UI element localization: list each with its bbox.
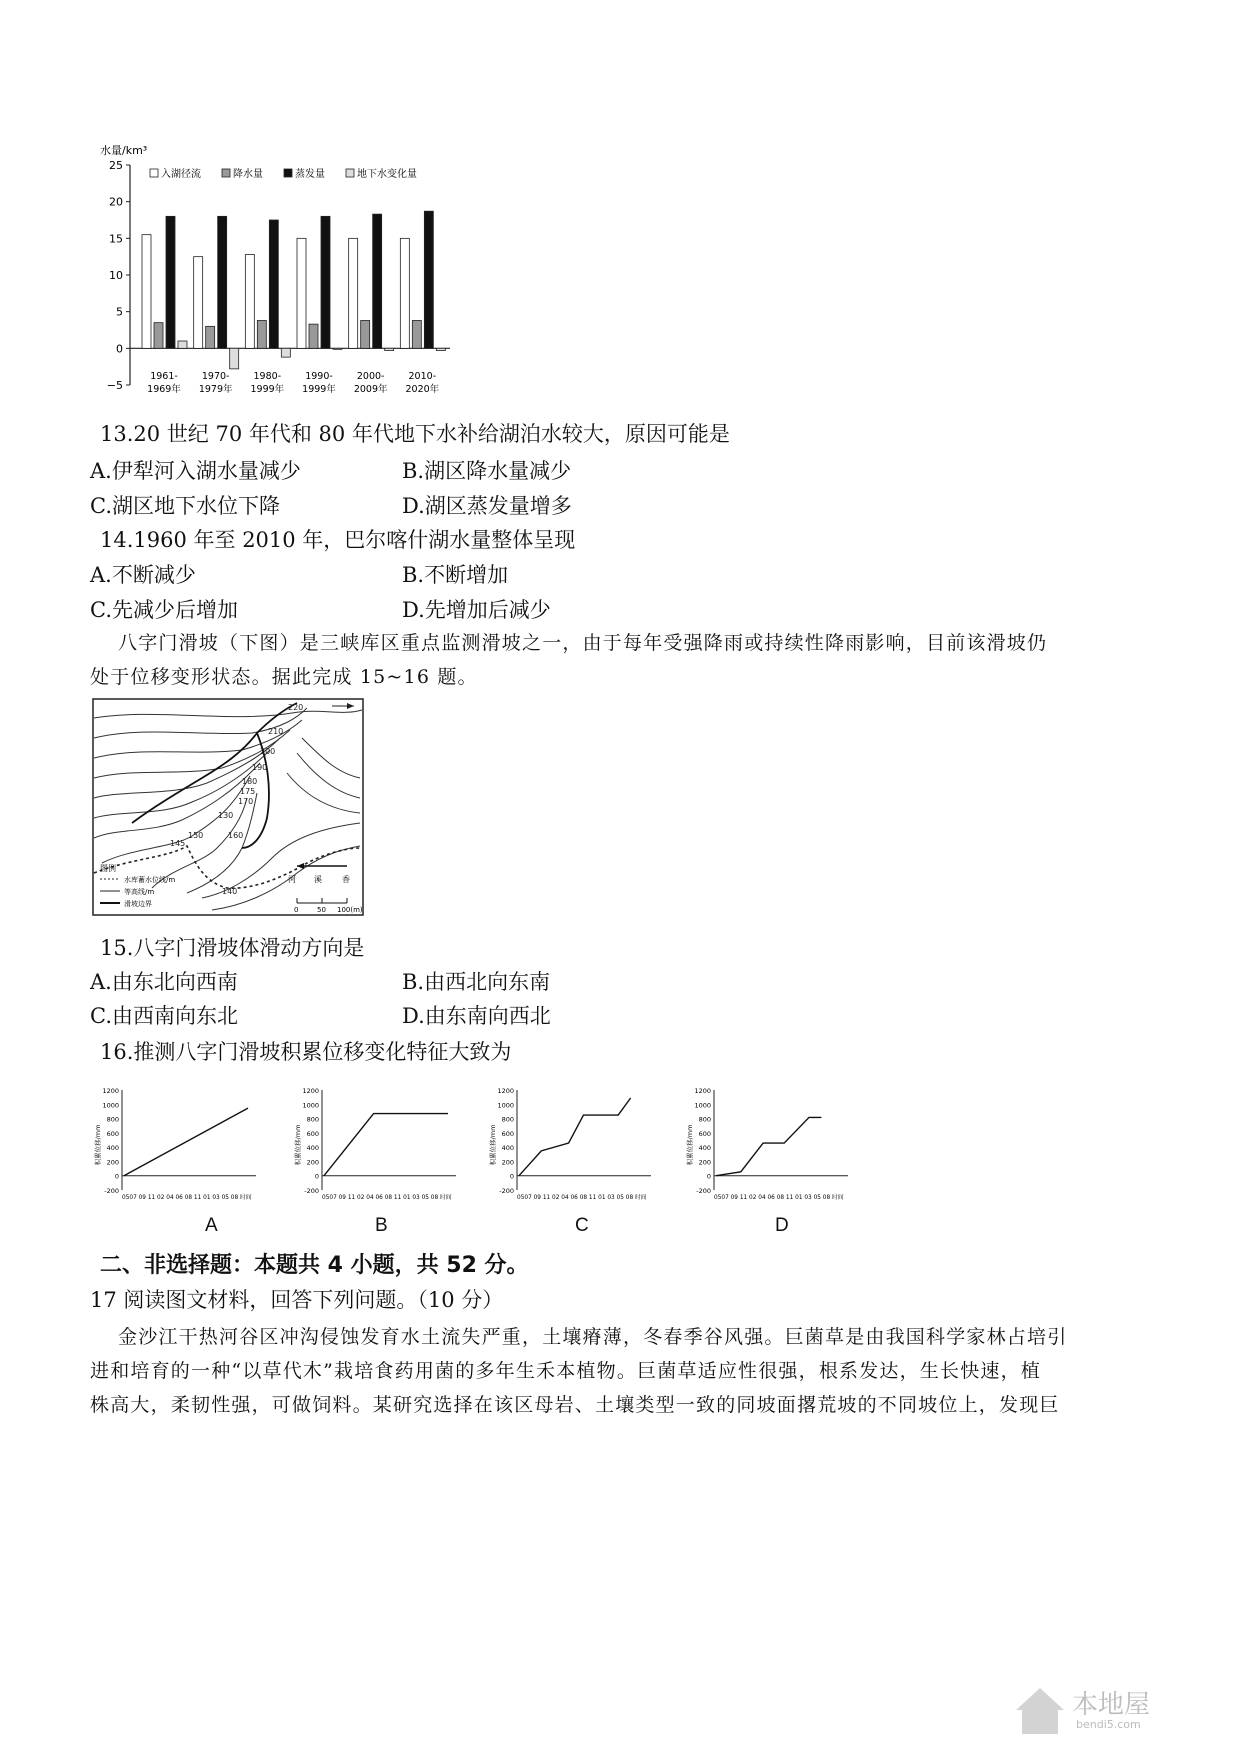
mini-y-tick-label: 1200 [102,1087,119,1095]
bar-3-1 [166,216,175,348]
svg-text:140: 140 [222,887,238,896]
mini-y-tick-label: -200 [304,1187,319,1195]
mini-y-label: 积累位移/mm [686,1124,694,1166]
svg-text:150: 150 [188,831,204,840]
q17-para-line-2: 进和培育的一种“以草代木”栽培食药用菌的多年生禾本植物。巨菌草适应性很强，根系发达，生长快速，植 [90,1360,1042,1382]
q13-option-b[interactable]: B.湖区降水量减少 [402,459,572,483]
mini-x-label: 0507 09 11 02 04 06 08 11 01 03 05 08 时间 [517,1195,647,1201]
y-tick-label: 25 [109,159,123,172]
legend-label: 入湖径流 [161,169,201,180]
mini-x-label: 0507 09 11 02 04 06 08 11 01 03 05 08 时间 [322,1195,452,1201]
q14-option-a[interactable]: A.不断减少 [90,563,196,587]
q17-para-line-1: 金沙江干热河谷区冲沟侵蚀发育水土流失严重，土壤瘠薄，冬春季谷风强。巨菌草是由我国科学家林占培引 [118,1326,1068,1348]
svg-text:滑坡边界: 滑坡边界 [124,900,152,908]
mini-y-tick-label: 1200 [302,1087,319,1095]
q13-option-a[interactable]: A.伊犁河入湖水量减少 [90,459,301,483]
y-tick-label: 15 [109,232,123,246]
mini-y-tick-label: 800 [106,1115,119,1124]
svg-text:溪: 溪 [314,875,322,884]
mini-y-tick-label: 1000 [302,1101,319,1110]
chart-legend [150,167,417,180]
x-tick-label-bottom: 1999年 [302,384,336,395]
svg-text:水库蓄水位线/m: 水库蓄水位线/m [124,876,176,884]
x-tick-label-top: 1970- [201,371,230,382]
x-tick-label-bottom: 1979年 [198,384,233,395]
y-tick-label: 10 [109,269,123,282]
bar-2-6 [412,320,421,348]
bar-1-5 [349,238,358,348]
mini-y-tick-label: 600 [698,1129,711,1138]
x-tick-label-bottom: 2009年 [353,384,388,395]
legend-label: 地下水变化量 [357,169,417,180]
q14-option-d[interactable]: D.先增加后减少 [402,598,551,622]
svg-text:190: 190 [252,763,268,772]
svg-text:170: 170 [238,797,254,806]
bar-4-1 [178,341,187,348]
mini-x-label: 0507 09 11 02 04 06 08 11 01 03 05 08 时间 [714,1195,844,1201]
x-tick-label-top: 1980- [253,371,282,382]
bar-2-1 [154,323,163,349]
mini-line-c [519,1098,631,1176]
mini-y-tick-label: -200 [104,1187,119,1195]
q15-option-d[interactable]: D.由东南向西北 [402,1004,551,1028]
mini-y-label: 积累位移/mm [294,1124,302,1166]
mini-y-tick-label: 0 [114,1172,119,1181]
bar-3-5 [373,214,382,348]
mini-y-tick-label: 800 [698,1115,711,1124]
q17-stem: 17 阅读图文材料，回答下列问题。（10 分） [90,1288,504,1312]
q16-stem: 16.推测八字门滑坡积累位移变化特征大致为 [100,1040,512,1064]
bar-1-1 [142,235,151,349]
svg-text:200: 200 [260,747,276,756]
chart-label-a[interactable]: A [205,1215,218,1236]
x-tick-label-bottom: 1999年 [250,384,285,395]
svg-text:河: 河 [288,875,296,884]
house-logo-icon [1010,1680,1070,1740]
svg-text:220: 220 [288,703,304,712]
mini-y-tick-label: 600 [501,1129,514,1138]
bar-1-4 [297,238,306,348]
mini-y-tick-label: 800 [306,1115,319,1124]
svg-text:0: 0 [294,906,299,914]
displacement-charts [88,1072,858,1212]
y-tick-label: 5 [116,305,123,319]
bar-1-2 [194,257,203,349]
svg-text:等高线/m: 等高线/m [124,888,155,896]
mini-y-tick-label: 0 [706,1172,711,1181]
bar-1-3 [245,254,254,348]
mini-line-b [324,1114,448,1176]
svg-text:145: 145 [170,839,186,848]
q14-stem: 14.1960 年至 2010 年，巴尔喀什湖水量整体呈现 [100,528,576,552]
svg-text:图例: 图例 [100,864,116,873]
mini-line-d [716,1117,821,1175]
intro-line-1: 八字门滑坡（下图）是三峡库区重点监测滑坡之一，由于每年受强降雨或持续性降雨影响，目前该滑坡仍 [118,632,1048,654]
bar-3-2 [218,216,227,348]
svg-text:香: 香 [342,875,350,884]
bar-2-5 [361,320,370,348]
y-tick-label: −5 [106,379,123,392]
section2-title: 二、非选择题：本题共 4 小题，共 52 分。 [100,1253,529,1278]
mini-y-tick-label: 200 [501,1158,514,1167]
mini-chart-b [293,1087,456,1201]
legend-swatch [150,169,158,177]
svg-text:100(m): 100(m) [337,906,363,914]
q15-stem: 15.八字门滑坡体滑动方向是 [100,936,365,960]
legend-label: 蒸发量 [295,169,325,180]
mini-y-tick-label: 600 [106,1129,119,1138]
intro-line-2: 处于位移变形状态。据此完成 15~16 题。 [90,666,478,688]
bar-3-4 [321,216,330,348]
mini-line-a [124,1108,248,1176]
mini-y-label: 积累位移/mm [489,1124,497,1166]
legend-swatch [222,169,230,177]
mini-y-tick-label: 1000 [694,1101,711,1110]
mini-chart-c [488,1087,651,1201]
svg-text:180: 180 [242,777,258,786]
mini-y-tick-label: 1000 [102,1101,119,1110]
q15-option-c[interactable]: C.由西南向东北 [90,1004,238,1028]
chart-label-b[interactable]: B [375,1215,388,1236]
q17-para-line-3: 株高大，柔韧性强，可做饲料。某研究选择在该区母岩、土壤类型一致的同坡面撂荒坡的不同坡位上，发现巨 [90,1394,1060,1416]
watermark-sub: bendi5.com [1076,1718,1141,1731]
mini-y-tick-label: 400 [501,1144,514,1153]
y-tick-label: 20 [109,195,123,209]
mini-chart-a [93,1087,256,1201]
legend-swatch [284,169,292,177]
x-tick-label-top: 2010- [408,371,437,382]
chart-label-c[interactable]: C [575,1215,589,1236]
legend-label: 降水量 [233,169,263,180]
mini-y-tick-label: 1000 [497,1101,514,1110]
bar-4-3 [281,348,290,357]
mini-y-tick-label: -200 [696,1187,711,1195]
mini-y-tick-label: 400 [106,1144,119,1153]
mini-y-tick-label: 400 [698,1144,711,1153]
x-tick-label-bottom: 2020年 [405,384,440,395]
bar-3-3 [269,220,278,348]
x-tick-label-top: 1990- [305,371,333,382]
bar-4-6 [436,348,445,350]
q13-option-c[interactable]: C.湖区地下水位下降 [90,494,280,518]
bar-4-4 [333,348,342,349]
bar-2-2 [206,326,215,348]
x-tick-label-bottom: 1969年 [147,384,181,395]
watermark [1010,1680,1200,1740]
svg-text:130: 130 [218,811,234,820]
mini-y-tick-label: 800 [501,1115,514,1124]
q15-option-b[interactable]: B.由西北向东南 [402,970,551,994]
watermark-text: 本地屋 [1072,1690,1151,1720]
legend-swatch [346,169,354,177]
x-tick-label-top: 2000- [356,371,385,382]
svg-text:210: 210 [268,727,284,736]
q13-stem: 13.20 世纪 70 年代和 80 年代地下水补给湖泊水较大，原因可能是 [100,422,730,446]
water-balance-chart [95,140,475,405]
mini-x-label: 0507 09 11 02 04 06 08 11 01 03 05 08 时间 [122,1195,252,1201]
svg-text:160: 160 [228,831,244,840]
q13-option-d[interactable]: D.湖区蒸发量增多 [402,494,572,518]
mini-y-label: 积累位移/mm [94,1124,102,1166]
svg-text:50: 50 [317,906,326,914]
q14-option-b[interactable]: B.不断增加 [402,563,509,587]
bar-2-3 [257,320,266,348]
mini-y-tick-label: 1200 [497,1087,514,1095]
mini-y-tick-label: 600 [306,1129,319,1138]
mini-y-tick-label: 0 [314,1172,319,1181]
bar-4-5 [385,348,394,350]
q14-option-c[interactable]: C.先减少后增加 [90,598,238,622]
bar-1-6 [400,238,409,348]
chart-bars [142,211,445,369]
svg-text:175: 175 [240,787,256,796]
x-tick-label-top: 1961- [150,371,178,382]
chart-label-d[interactable]: D [775,1215,789,1236]
q15-option-a[interactable]: A.由东北向西南 [90,970,238,994]
bar-3-6 [424,211,433,348]
landslide-contour-map [92,698,364,916]
mini-y-tick-label: 400 [306,1144,319,1153]
bar-2-4 [309,324,318,348]
bar-4-2 [230,348,239,369]
mini-y-tick-label: 1200 [694,1087,711,1095]
mini-y-tick-label: 200 [306,1158,319,1167]
mini-y-tick-label: 200 [698,1158,711,1167]
mini-y-tick-label: 200 [106,1158,119,1167]
y-tick-label: 0 [116,342,123,356]
mini-y-tick-label: -200 [499,1187,514,1195]
mini-chart-d [685,1087,848,1201]
chart-ylabel: 水量/km³ [100,144,148,157]
mini-y-tick-label: 0 [509,1172,514,1181]
